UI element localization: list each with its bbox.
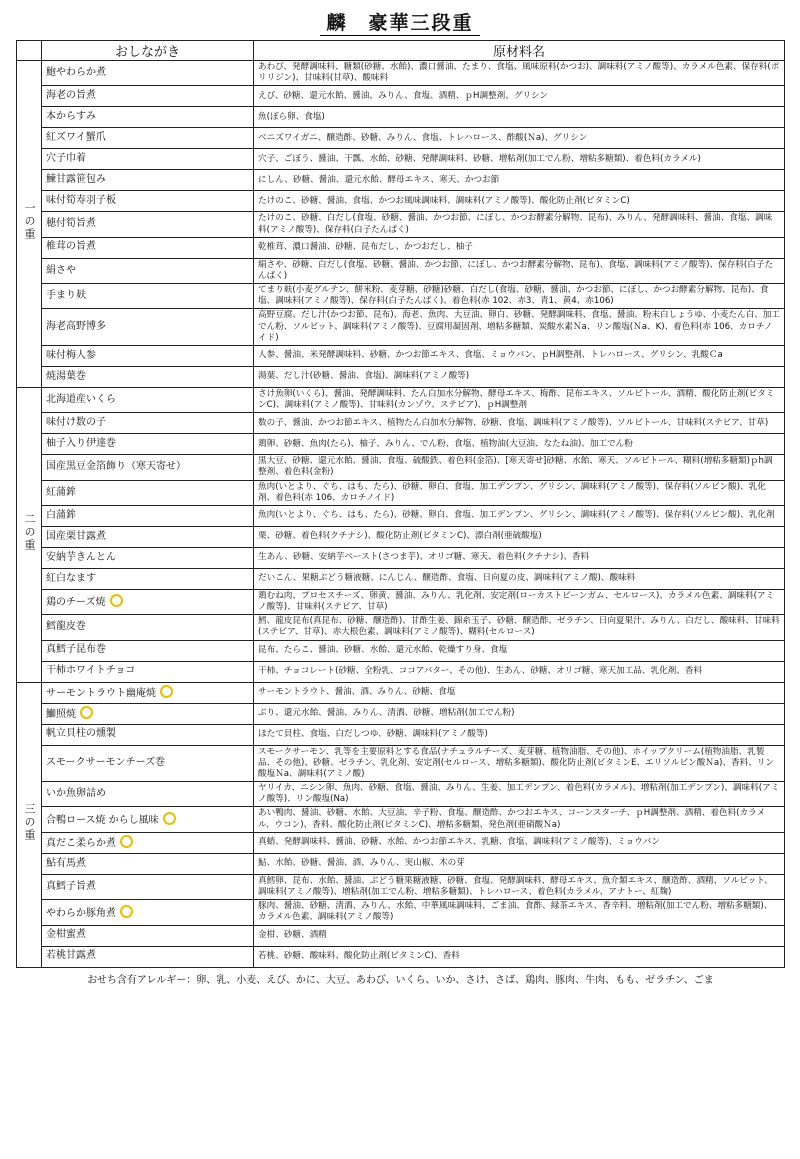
dish-name: スモークサーモンチーズ巻 [46, 757, 166, 769]
ingredients-cell: 乾椎茸、濃口醤油、砂糖、昆布だし、かつおだし、柚子 [254, 237, 785, 258]
dish-name-cell [42, 212, 254, 237]
dish-name: 絹さや [46, 264, 76, 276]
dish-name-cell [42, 258, 254, 283]
table-row [17, 413, 785, 434]
table-row [17, 568, 785, 589]
dish-name-cell [42, 589, 254, 614]
dish-name: 柚子入り伊達巻 [46, 437, 116, 449]
ingredients-cell: 昆布、たらこ、醤油、砂糖、水飴、還元水飴、乾燥すり身、食塩 [254, 640, 785, 661]
table-row [17, 724, 785, 745]
table-row [17, 107, 785, 128]
dish-name: 鶏のチーズ焼 [46, 597, 106, 609]
table-row [17, 703, 785, 724]
table-row [17, 925, 785, 946]
ingredients-cell: 鮎、水飴、砂糖、醤油、酒、みりん、実山椒、木の芽 [254, 853, 785, 874]
ingredients-cell: さけ魚卵(いくら)、醤油、発酵調味料、たん白加水分解物、酵母エキス、梅酢、昆布エキス、ソルビトール、酒精、酸化防止剤(ビタミンC)、調味料(アミノ酸等)、甘味料(カンゾウ、ステビア)、ｐH調整剤 [254, 387, 785, 412]
dish-name-cell [42, 782, 254, 807]
dish-name-cell [42, 284, 254, 309]
dish-name: 帆立貝柱の燻製 [46, 728, 116, 740]
table-row [17, 237, 785, 258]
table-row [17, 309, 785, 346]
ingredients-cell: ベニズワイガニ、醸造酢、砂糖、みりん、食塩、トレハロース、酢酸(Ｎa)、グリシン [254, 128, 785, 149]
ingredients-cell: あわび、発酵調味料、糖類(砂糖、水飴)、濃口醤油、たまり、食塩、風味原料(かつお)、調味料(アミノ酸等)、カラメル色素、保存料(ポリリジン)、甘味料(甘草)、酸味料 [254, 61, 785, 86]
table-row [17, 61, 785, 86]
dish-name: 真鱈子昆布巻 [46, 644, 106, 656]
table-row [17, 480, 785, 505]
table-row [17, 832, 785, 853]
table-row [17, 366, 785, 387]
dish-name-cell [42, 345, 254, 366]
ingredients-cell: 金柑、砂糖、酒精 [254, 925, 785, 946]
dish-name-cell [42, 640, 254, 661]
table-row [17, 149, 785, 170]
dish-name: 北海道産いくら [46, 393, 116, 405]
tier-label: 一の重 [23, 202, 37, 242]
dish-name: 紅蒲鉾 [46, 486, 76, 498]
ingredients-cell: 鶏卵、砂糖、魚肉(たら)、柚子、みりん、でん粉、食塩、植物油(大豆油、なたね油)、加工でん粉 [254, 434, 785, 455]
table-row [17, 526, 785, 547]
tier-cell [17, 387, 42, 682]
dish-name: 味付筍寿羽子板 [46, 195, 116, 207]
dish-name: 白蒲鉾 [46, 509, 76, 521]
tier-label: 三の重 [23, 803, 37, 843]
ingredients-cell: 生あん、砂糖、安納芋ペースト(さつま芋)、オリゴ糖、寒天、着色料(クチナシ)、香料 [254, 547, 785, 568]
dish-name: いか魚卵詰め [46, 788, 106, 800]
table-row [17, 212, 785, 237]
table-row [17, 853, 785, 874]
ingredients-cell: 豚肉、醤油、砂糖、清酒、みりん、水飴、中華風味調味料、ごま油、食酢、緑茶エキス、香辛料、増粘剤(加工でん粉、増粘多糖類)、カラメル色素、調味料(アミノ酸等) [254, 900, 785, 925]
dish-name-cell [42, 107, 254, 128]
ingredients-cell: 絹さや、砂糖、白だし(食塩、砂糖、醤油、かつお節、にぼし、かつお酵素分解物、昆布)、食塩、調味料(アミノ酸等)、保存料(白子たんぱく) [254, 258, 785, 283]
ingredients-cell: 栗、砂糖、着色料(クチナシ)、酸化防止剤(ビタミンC)、漂白剤(亜硫酸塩) [254, 526, 785, 547]
dish-name: 海老の旨煮 [46, 90, 96, 102]
dish-name-cell [42, 874, 254, 899]
dish-name-cell [42, 505, 254, 526]
circle-mark-icon [110, 594, 123, 607]
dish-name-cell [42, 149, 254, 170]
ingredients-cell: たけのこ、砂糖、醤油、食塩、かつお風味調味料、調味料(アミノ酸等)、酸化防止剤(ビタミンC) [254, 191, 785, 212]
dish-name: 国産栗甘露煮 [46, 530, 106, 542]
dish-name-cell [42, 724, 254, 745]
ingredients-cell: 湯葉、だし汁(砂糖、醤油、食塩)、調味料(アミノ酸等) [254, 366, 785, 387]
table-row [17, 284, 785, 309]
table-row [17, 661, 785, 682]
header-row [17, 41, 785, 61]
header-name: おしながき [42, 41, 254, 61]
dish-name: 味付け数の子 [46, 416, 106, 428]
table-row [17, 640, 785, 661]
dish-name-cell [42, 853, 254, 874]
dish-name: 鰤照焼 [46, 708, 76, 720]
table-row [17, 745, 785, 782]
dish-name: 鮎有馬煮 [46, 857, 86, 869]
ingredients-cell: サーモントラウト、醤油、酒、みりん、砂糖、食塩 [254, 682, 785, 703]
dish-name-cell [42, 703, 254, 724]
dish-name-cell [42, 547, 254, 568]
table-row [17, 505, 785, 526]
dish-name-cell [42, 807, 254, 832]
dish-name: 鰊甘露笹包み [46, 174, 106, 186]
ingredients-cell: 魚肉(いとより、ぐち、はも、たら)、砂糖、卵白、食塩、加工デンプン、グリシン、調味料(アミノ酸等)、保存料(ソルビン酸)、乳化剤 [254, 505, 785, 526]
ingredients-cell: 黒大豆、砂糖、還元水飴、醤油、食塩、硫酸鉄、着色料(金箔)、[寒天寄せ]砂糖、水飴、寒天、ソルビトール、糊料(増粘多糖類)ｐh調整剤、着色料(金粉) [254, 455, 785, 480]
ingredients-cell: スモークサーモン、乳等を主要原料とする食品(ナチュラルチーズ、麦芽糖、植物油脂、その他)、ホイップクリーム(植物油脂、乳製品、その他)、砂糖、ゼラチン、乳化剤、安定剤(セルロース、増粘多糖類)、酸化防止剤(ビタミンE、エリソルビン酸Ｎa)、香料、リン酸塩Ｎa、調味料(アミノ酸) [254, 745, 785, 782]
circle-mark-icon [80, 706, 93, 719]
dish-name: 海老高野博多 [46, 320, 106, 332]
ingredients-cell: てまり麸(小麦グルテン、餅米粉、麦芽糖、砂糖)砂糖、白だし(食塩、砂糖、醤油、かつお節、にぼし、かつお酵素分解物、昆布)、食塩、調味料(アミノ酸等)、保存料(白子たんぱく)、着色料(赤 102、赤3、青1、黄4、赤106) [254, 284, 785, 309]
ingredients-cell: 魚肉(いとより、ぐち、はも、たら)、砂糖、卵白、食塩、加工デンプン、グリシン、調味料(アミノ酸等)、保存料(ソルビン酸)、乳化剤、着色料(赤 106、カロチノイド) [254, 480, 785, 505]
dish-name: 真だこ柔らか煮 [46, 838, 116, 850]
table-row [17, 258, 785, 283]
dish-name-cell [42, 946, 254, 967]
table-row [17, 128, 785, 149]
table-row [17, 589, 785, 614]
ingredients-cell: 真蛸、発酵調味料、醤油、砂糖、水飴、かつお節エキス、乳糖、食塩、調味料(アミノ酸等)、ミョウバン [254, 832, 785, 853]
dish-name-cell [42, 86, 254, 107]
table-row [17, 345, 785, 366]
dish-name: 安納芋きんとん [46, 551, 116, 563]
dish-name: 本からすみ [46, 111, 96, 123]
dish-name: 若桃甘露煮 [46, 950, 96, 962]
circle-mark-icon [163, 812, 176, 825]
ingredients-cell: 干柿、チョコレート(砂糖、全粉乳、ココアバター、その他)、生あん、砂糖、オリゴ糖、寒天加工品、乳化剤、香料 [254, 661, 785, 682]
dish-name: 味付梅人参 [46, 349, 96, 361]
dish-name-cell [42, 366, 254, 387]
dish-name-cell [42, 413, 254, 434]
ingredients-cell: ヤリイカ、ニシン卵、魚肉、砂糖、食塩、醤油、みりん、生姜、加工デンプン、着色料(カラメル)、増粘剤(加工デンプン)、調味料(アミノ酸等)、リン酸塩(Na) [254, 782, 785, 807]
ingredients-cell: だいこん、果糖ぶどう糖液糖、にんじん、醸造酢、食塩、日向夏の皮、調味料(アミノ酸)、酸味料 [254, 568, 785, 589]
dish-name-cell [42, 661, 254, 682]
tier-cell [17, 61, 42, 388]
dish-name: やわらか豚角煮 [46, 907, 116, 919]
dish-name-cell [42, 434, 254, 455]
circle-mark-icon [120, 905, 133, 918]
dish-name-cell [42, 925, 254, 946]
table-row [17, 807, 785, 832]
dish-name-cell [42, 191, 254, 212]
ingredients-cell: にしん、砂糖、醤油、還元水飴、酵母エキス、寒天、かつお節 [254, 170, 785, 191]
tier-cell [17, 682, 42, 967]
dish-name: 焼湯葉巻 [46, 370, 86, 382]
dish-name: サーモントラウト幽庵焼 [46, 687, 156, 699]
circle-mark-icon [160, 685, 173, 698]
table-row [17, 86, 785, 107]
dish-name-cell [42, 480, 254, 505]
dish-name-cell [42, 309, 254, 346]
table-row [17, 434, 785, 455]
dish-name: 金柑蜜煮 [46, 929, 86, 941]
dish-name-cell [42, 745, 254, 782]
dish-name: 干柿ホワイトチョコ [46, 665, 136, 677]
dish-name-cell [42, 832, 254, 853]
tier-label: 二の重 [23, 513, 37, 553]
dish-name: 合鴨ロース焼 からし風味 [46, 814, 159, 826]
ingredients-cell: たけのこ、砂糖、白だし(食塩、砂糖、醤油、かつお節、にぼし、かつお酵素分解物、昆布)、みりん、発酵調味料、醤油、食塩、調味料(アミノ酸等)、保存料(白子たんぱく) [254, 212, 785, 237]
dish-name: 紅ズワイ蟹爪 [46, 132, 106, 144]
table-row [17, 782, 785, 807]
ingredients-cell: ほたて貝柱、食塩、白だしつゆ、砂糖、調味料(アミノ酸等) [254, 724, 785, 745]
ingredients-cell: 穴子、ごぼう、醤油、干瓢、水飴、砂糖、発酵調味料、砂糖、増粘剤(加工でん粉、増粘多糖類)、着色料(カラメル) [254, 149, 785, 170]
dish-name-cell [42, 170, 254, 191]
table-row [17, 900, 785, 925]
ingredients-cell: ぶり、還元水飴、醤油、みりん、清酒、砂糖、増粘剤(加工でん粉) [254, 703, 785, 724]
dish-name-cell [42, 237, 254, 258]
table-row [17, 455, 785, 480]
dish-name: 椎茸の旨煮 [46, 241, 96, 253]
ingredients-cell: えび、砂糖、還元水飴、醤油、みりん、食塩、酒精、ｐH調整剤、グリシン [254, 86, 785, 107]
dish-name: 鱈龍皮巻 [46, 621, 86, 633]
dish-name: 手まり麸 [46, 289, 86, 301]
dish-name: 穂付筍旨煮 [46, 218, 96, 230]
ingredients-cell: 魚(ぼら卵、食塩) [254, 107, 785, 128]
table-row [17, 874, 785, 899]
dish-name: 穴子巾着 [46, 153, 86, 165]
dish-name: 真鱈子旨煮 [46, 880, 96, 892]
header-corner [17, 41, 42, 61]
dish-name-cell [42, 526, 254, 547]
table-row [17, 615, 785, 640]
dish-name: 鮑やわらか煮 [46, 66, 106, 78]
dish-name-cell [42, 568, 254, 589]
dish-name-cell [42, 682, 254, 703]
dish-name-cell [42, 387, 254, 412]
ingredients-cell: 人参、醤油、米発酵調味料、砂糖、かつお節エキス、食塩、ミョウバン、ｐH調整剤、トレハロース、グリシン、乳酸Ｃa [254, 345, 785, 366]
table-row [17, 946, 785, 967]
ingredients-cell: 若桃、砂糖、酸味料、酸化防止剤(ビタミンC)、香料 [254, 946, 785, 967]
dish-name-cell [42, 61, 254, 86]
dish-name-cell [42, 455, 254, 480]
table-row [17, 682, 785, 703]
table-row [17, 387, 785, 412]
ingredients-cell: 真鱈卵、昆布、水飴、醤油、ぶどう糖果糖液糖、砂糖、食塩、発酵調味料、酵母エキス、魚介類エキス、醸造酢、酒精、ソルビット、調味料(アミノ酸等)、増粘剤(加工でん粉、増粘多糖類)、トレハロース、着色料(カラメル、アナトー、紅麹) [254, 874, 785, 899]
dish-name: 紅白なます [46, 572, 96, 584]
allergy-note: おせち含有アレルギー：卵、乳、小麦、えび、かに、大豆、あわび、いくら、いか、さけ、さば、鶏肉、豚肉、牛肉、もも、ゼラチン、ごま [87, 975, 714, 986]
dish-name: 国産黒豆金箔飾り（寒天寄せ） [46, 461, 186, 473]
dish-name-cell [42, 615, 254, 640]
table-row [17, 170, 785, 191]
dish-name-cell [42, 900, 254, 925]
ingredients-table [16, 40, 785, 968]
circle-mark-icon [120, 835, 133, 848]
page-title: 麟 豪華三段重 [0, 8, 800, 35]
ingredients-cell: 高野豆腐、だし汁(かつお節、昆布)、海老、魚肉、大豆油、卵白、砂糖、発酵調味料、食塩、醤油、粉末白しょうゆ、小麦たん白、加工でん粉、ソルビット、調味料(アミノ酸等)、豆腐用凝固剤、増粘多糖類、炭酸水素Ｎa、リン酸塩(Ｎa、K)、着色料(赤 106、カロチノイド) [254, 309, 785, 346]
ingredients-cell: 鱈、龍皮昆布(真昆布、砂糖、醸造酢)、甘酢生姜、錦糸玉子、砂糖、醸造酢、ゼラチン、日向夏果汁、みりん、白だし、酸味料、甘味料(ステビア、甘草)、赤大根色素、調味料(アミノ酸等)、糊料(セルロース) [254, 615, 785, 640]
ingredients-cell: 数の子、醤油、かつお節エキス、植物たん白加水分解物、砂糖、食塩、調味料(アミノ酸等)、ソルビトール、甘味料(ステビア、甘草) [254, 413, 785, 434]
ingredients-cell: 鶏むね肉、プロセスチーズ、卵黄、醤油、みりん、乳化剤、安定剤(ローカストビーンガム、セルロース)、カラメル色素、調味料(アミノ酸等)、甘味料(ステビア、甘草) [254, 589, 785, 614]
dish-name-cell [42, 128, 254, 149]
table-row [17, 547, 785, 568]
header-ingredients: 原材料名 [254, 41, 785, 61]
ingredients-cell: あい鴨肉、醤油、砂糖、水飴、大豆油、辛子粉、食塩、醸造酢、かつおエキス、コーンスターチ、ｐH調整剤、酒精、着色料(カラメル、ウコン)、香料、酸化防止剤(ビタミンC)、増粘多糖類、発色剤(亜硝酸Ｎa) [254, 807, 785, 832]
table-row [17, 191, 785, 212]
